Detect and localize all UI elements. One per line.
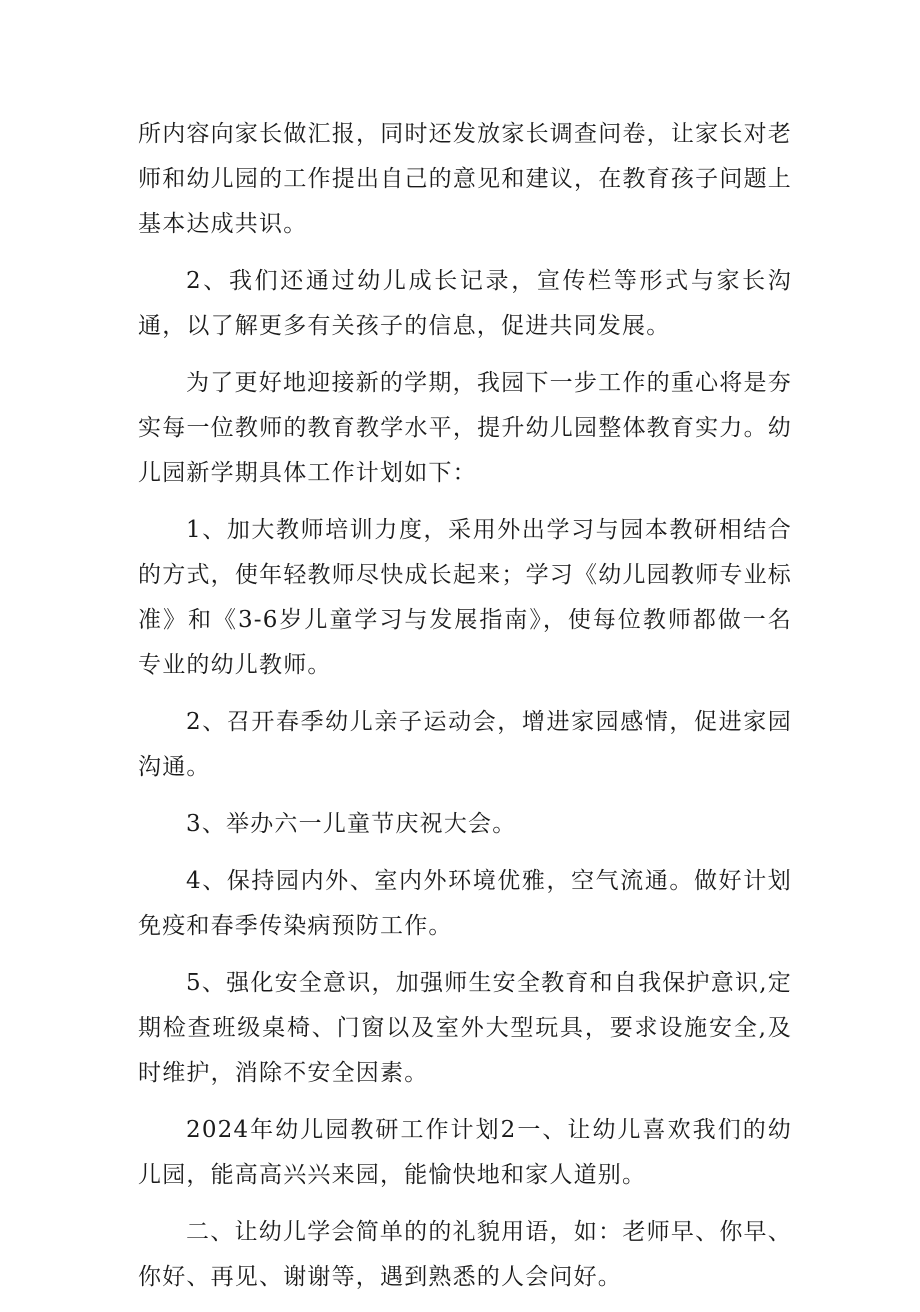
paragraph-plan-2-section-2: 二、让幼儿学会简单的的礼貌用语，如：老师早、你早、你好、再见、谢谢等，遇到熟悉的人会问好。 [138, 1219, 792, 1290]
paragraph-plan-item-1: 1、加大教师培训力度，采用外出学习与园本教研相结合的方式，使年轻教师尽快成长起来；学习《幼儿园教师专业标准》和《3-6岁儿童学习与发展指南》，使每位教师都做一名专业的幼儿教师。 [138, 517, 792, 678]
paragraph-plan-item-3: 3、举办六一儿童节庆祝大会。 [186, 811, 517, 837]
paragraph-plan-item-4: 4、保持园内外、室内外环境优雅，空气流通。做好计划免疫和春季传染病预防工作。 [138, 868, 792, 939]
paragraph-item-2-growth-records: 2、我们还通过幼儿成长记录，宣传栏等形式与家长沟通，以了解更多有关孩子的信息，促进共同发展。 [138, 268, 792, 339]
paragraph-plan-item-5: 5、强化安全意识，加强师生安全教育和自我保护意识,定期检查班级桌椅、门窗以及室外大型玩具，要求设施安全,及时维护，消除不安全因素。 [138, 970, 792, 1086]
document-body [138, 112, 792, 1312]
paragraph-plan-2-section-1: 2024年幼儿园教研工作计划2一、让幼儿喜欢我们的幼儿园，能高高兴兴来园，能愉快地和家人道别。 [138, 1117, 792, 1188]
paragraph-new-semester-intro: 为了更好地迎接新的学期，我园下一步工作的重心将是夯实每一位教师的教育教学水平，提升幼儿园整体教育实力。幼儿园新学期具体工作计划如下： [138, 370, 792, 486]
paragraph-plan-item-2: 2、召开春季幼儿亲子运动会，增进家园感情，促进家园沟通。 [138, 709, 792, 780]
paragraph-continuation: 所内容向家长做汇报，同时还发放家长调查问卷，让家长对老师和幼儿园的工作提出自己的意见和建议，在教育孩子问题上基本达成共识。 [138, 121, 792, 237]
